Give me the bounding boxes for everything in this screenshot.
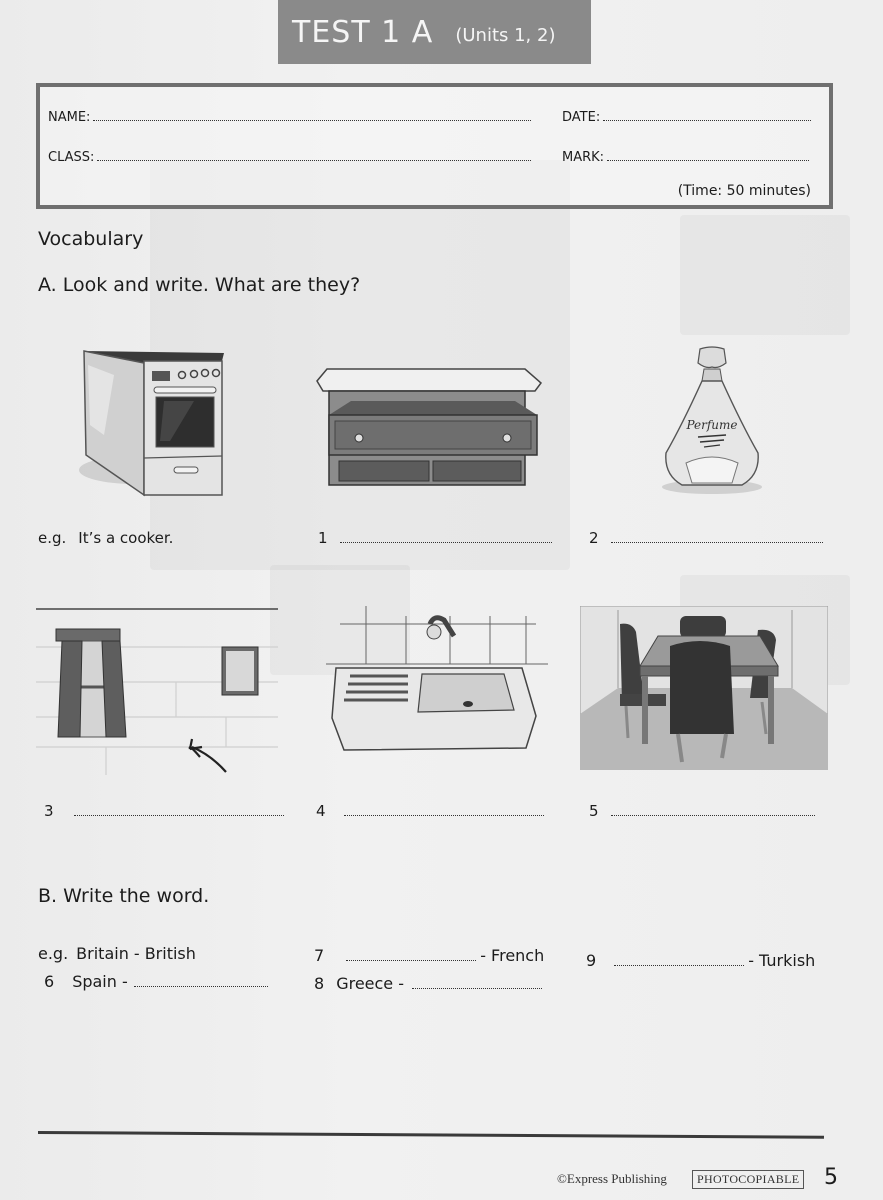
given-word: - French xyxy=(480,946,545,965)
photocopiable-badge: PHOTOCOPIABLE xyxy=(692,1170,804,1189)
item-number: 7 xyxy=(314,946,325,965)
example-prefix: e.g. xyxy=(38,944,69,963)
picture-window xyxy=(36,607,278,775)
mark-blank[interactable] xyxy=(607,149,809,161)
example-prefix: e.g. xyxy=(38,529,67,547)
picture-cooker xyxy=(74,345,234,505)
copyright-text: ©Express Publishing xyxy=(557,1171,667,1186)
class-blank[interactable] xyxy=(97,149,531,161)
name-field[interactable] xyxy=(48,109,531,125)
exercise-b-instruction: B. Write the word. xyxy=(38,885,210,907)
item-number: 8 xyxy=(314,974,325,993)
item-number: 1 xyxy=(318,529,328,547)
exercise-b-item-7[interactable] xyxy=(314,946,544,965)
answer-blank[interactable] xyxy=(611,530,823,543)
picture-table-and-chairs xyxy=(580,606,828,770)
name-blank[interactable] xyxy=(93,109,531,121)
example-country: Britain - xyxy=(76,944,140,963)
example-answer: It’s a cooker. xyxy=(78,529,174,547)
picture-perfume-bottle xyxy=(652,345,772,495)
exercise-b-item-9[interactable] xyxy=(586,951,815,970)
exercise-a-item-5[interactable] xyxy=(589,802,815,820)
picture-chest-of-drawers xyxy=(315,355,545,490)
exercise-a-instruction: A. Look and write. What are they? xyxy=(38,274,361,296)
item-number: 3 xyxy=(44,802,54,820)
exercise-b-item-8[interactable] xyxy=(314,974,542,993)
exercise-a-item-3[interactable] xyxy=(44,802,284,820)
exercise-b-item-6[interactable] xyxy=(44,972,268,991)
example-answer: British xyxy=(144,944,196,963)
page-number: 5 xyxy=(824,1165,838,1190)
class-field[interactable] xyxy=(48,149,531,165)
answer-blank[interactable] xyxy=(412,976,542,989)
given-word: Greece - xyxy=(336,974,404,993)
exercise-a-example xyxy=(38,529,173,547)
answer-blank[interactable] xyxy=(346,948,476,961)
test-title-banner xyxy=(278,0,591,64)
footer-divider xyxy=(38,1131,824,1139)
exercise-b-example xyxy=(38,944,196,963)
name-label: NAME: xyxy=(48,110,91,125)
item-number: 2 xyxy=(589,529,599,547)
mark-field[interactable] xyxy=(562,149,809,165)
answer-blank[interactable] xyxy=(74,803,284,816)
item-number: 4 xyxy=(316,802,326,820)
bleed-through-shadow xyxy=(680,215,850,335)
exercise-a-item-4[interactable] xyxy=(316,802,544,820)
item-number: 5 xyxy=(589,802,599,820)
answer-blank[interactable] xyxy=(134,974,268,987)
date-field[interactable] xyxy=(562,109,811,125)
date-blank[interactable] xyxy=(603,109,811,121)
mark-label: MARK: xyxy=(562,150,605,165)
exercise-a-item-2[interactable] xyxy=(589,529,823,547)
student-info-box xyxy=(36,83,833,209)
given-word: - Turkish xyxy=(748,951,816,970)
class-label: CLASS: xyxy=(48,150,95,165)
answer-blank[interactable] xyxy=(340,530,552,543)
section-title-vocabulary: Vocabulary xyxy=(38,228,144,250)
item-number: 6 xyxy=(44,972,55,991)
test-units: (Units 1, 2) xyxy=(455,24,556,46)
perfume-label: Perfume xyxy=(686,418,738,432)
exercise-a-item-1[interactable] xyxy=(318,529,552,547)
answer-blank[interactable] xyxy=(614,953,744,966)
given-word: Spain - xyxy=(72,972,128,991)
answer-blank[interactable] xyxy=(611,803,815,816)
item-number: 9 xyxy=(586,951,597,970)
picture-sink xyxy=(326,606,548,762)
date-label: DATE: xyxy=(562,110,601,125)
time-limit-note: (Time: 50 minutes) xyxy=(677,183,811,199)
answer-blank[interactable] xyxy=(344,803,544,816)
test-title: TEST 1 A xyxy=(292,14,434,50)
